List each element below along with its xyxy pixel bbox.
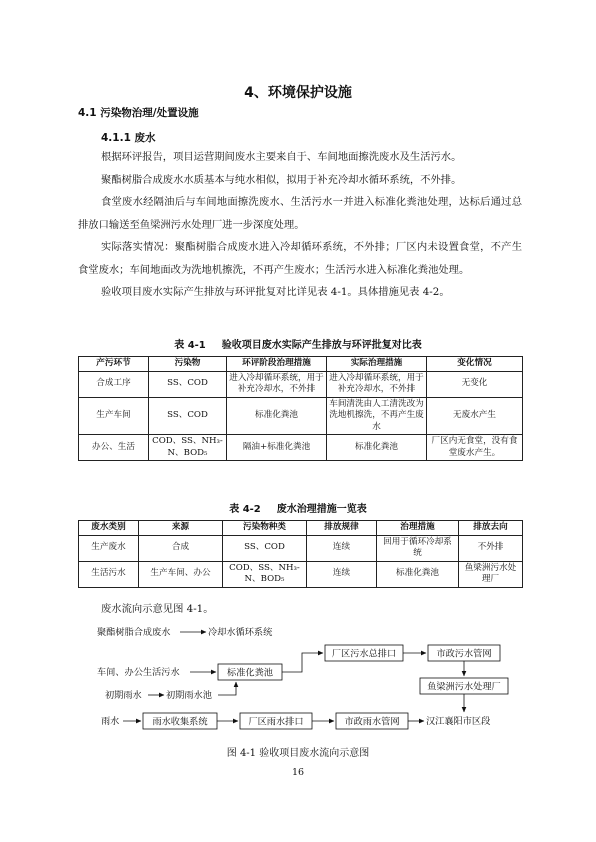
header-cell: 污染物种类 — [223, 521, 307, 536]
flow-source-domestic-sewage: 车间、办公生活污水 — [97, 667, 180, 678]
table-cell: 生产废水 — [79, 535, 139, 561]
table-cell: SS、COD — [223, 535, 307, 561]
section-heading: 4、环境保护设施 — [244, 85, 352, 101]
table-row — [79, 371, 523, 397]
header-cell: 排放规律 — [307, 521, 377, 536]
header-cell: 变化情况 — [427, 357, 523, 372]
header-cell: 排放去向 — [459, 521, 523, 536]
table-title: 验收项目废水实际产生排放与环评批复对比表 — [221, 340, 422, 351]
table-cell: 办公、生活 — [79, 435, 149, 461]
table-title: 废水治理措施一览表 — [276, 504, 367, 515]
table-cell: 标准化粪池 — [327, 435, 427, 461]
table-cell: 生产车间、办公 — [139, 561, 223, 587]
flow-initial-rain-pool: 初期雨水池 — [166, 690, 212, 701]
header-cell: 实际治理措施 — [327, 357, 427, 372]
header-cell: 环评阶段治理措施 — [227, 357, 327, 372]
table-number: 表 4-2 — [229, 504, 261, 515]
flow-box-label: 市政雨水管网 — [344, 716, 400, 728]
table-caption — [0, 500, 596, 515]
flow-source-initial-rain: 初期雨水 — [105, 690, 142, 701]
table-cell: 连续 — [307, 535, 377, 561]
table-cell: SS、COD — [149, 397, 227, 435]
flow-box-label: 标准化粪池 — [227, 667, 273, 679]
flow-target-cooling-system: 冷却水循环系统 — [208, 627, 273, 638]
table-cell: 无废水产生 — [427, 397, 523, 435]
table-cell: 回用于循环冷却系统 — [377, 535, 459, 561]
flow-target-han-river: 汉江襄阳市区段 — [426, 716, 491, 727]
paragraph: 聚酯树脂合成废水水质基本与纯水相似，拟用于补充冷却水循环系统，不外排。 — [101, 173, 462, 186]
flow-box-label: 厂区污水总排口 — [331, 648, 397, 660]
flow-arrow — [282, 653, 323, 672]
header-cell: 来源 — [139, 521, 223, 536]
table-cell: 进入冷却循环系统，用于补充冷却水，不外排 — [327, 371, 427, 397]
table-number: 表 4-1 — [174, 340, 206, 351]
table-header-row — [79, 357, 523, 372]
table-row — [79, 535, 523, 561]
header-cell: 产污环节 — [79, 357, 149, 372]
subsection-heading: 4.1 污染物治理/处置设施 — [78, 107, 199, 119]
table-cell: 进入冷却循环系统，用于补充冷却水，不外排 — [227, 371, 327, 397]
table-cell: COD、SS、NH₃-N、BOD₅ — [149, 435, 227, 461]
header-cell: 污染物 — [149, 357, 227, 372]
sub-subsection-heading: 4.1.1 废水 — [101, 132, 156, 144]
table-header-row — [79, 521, 523, 536]
flow-box-label: 鱼梁洲污水处理厂 — [427, 681, 501, 693]
table-cell: 无变化 — [427, 371, 523, 397]
table-cell: 标准化粪池 — [377, 561, 459, 587]
table-cell: 生产车间 — [79, 397, 149, 435]
table-cell: 合成 — [139, 535, 223, 561]
header-cell: 废水类别 — [79, 521, 139, 536]
table-row — [79, 561, 523, 587]
flow-box-label: 雨水收集系统 — [152, 716, 208, 728]
table-cell: 不外排 — [459, 535, 523, 561]
table-cell: COD、SS、NH₃-N、BOD₅ — [223, 561, 307, 587]
wastewater-flow-diagram — [0, 618, 596, 740]
flow-arrow — [218, 682, 236, 695]
body-text — [78, 146, 522, 304]
table-cell: 厂区内无食堂，没有食堂废水产生。 — [427, 435, 523, 461]
paragraph: 实际落实情况：聚酯树脂合成废水进入冷却循环系统，不外排；厂区内未设置食堂，不产生食堂废水；车间地面改为洗地机擦洗，不再产生废水；生活污水进入标准化粪池处理。 — [78, 241, 522, 276]
table-cell: 合成工序 — [79, 371, 149, 397]
paragraph: 根据环评报告，项目运营期间废水主要来自于、车间地面擦洗废水及生活污水。 — [101, 151, 462, 163]
flow-intro: 废水流向示意见图 4-1。 — [101, 603, 214, 615]
flow-box-label: 市政污水管网 — [436, 648, 492, 660]
flow-source-polyester-wastewater: 聚酯树脂合成废水 — [97, 627, 171, 638]
table-cell: 车间清洗由人工清洗改为洗地机擦洗，不再产生废水 — [327, 397, 427, 435]
table-cell: SS、COD — [149, 371, 227, 397]
table-cell: 标准化粪池 — [227, 397, 327, 435]
table-4-1 — [78, 356, 523, 461]
page-number: 16 — [291, 767, 305, 778]
table-row — [79, 397, 523, 435]
table-cell: 隔油+标准化粪池 — [227, 435, 327, 461]
table-cell: 鱼梁洲污水处理厂 — [459, 561, 523, 587]
paragraph: 验收项目废水实际产生排放与环评批复对比详见表 4-1。具体措施见表 4-2。 — [101, 286, 450, 298]
flow-box-label: 厂区雨水排口 — [248, 716, 304, 728]
table-caption — [0, 336, 596, 351]
table-cell: 生活污水 — [79, 561, 139, 587]
table-row — [79, 435, 523, 461]
flow-source-rainwater: 雨水 — [101, 716, 120, 727]
paragraph: 食堂废水经隔油后与车间地面擦洗废水、生活污水一并进入标准化粪池处理，达标后通过总排放口输送至鱼梁洲污水处理厂进一步深度处理。 — [78, 196, 522, 231]
header-cell: 治理措施 — [377, 521, 459, 536]
figure-caption: 图 4-1 验收项目废水流向示意图 — [226, 748, 370, 759]
table-cell: 连续 — [307, 561, 377, 587]
table-4-2 — [78, 520, 523, 588]
